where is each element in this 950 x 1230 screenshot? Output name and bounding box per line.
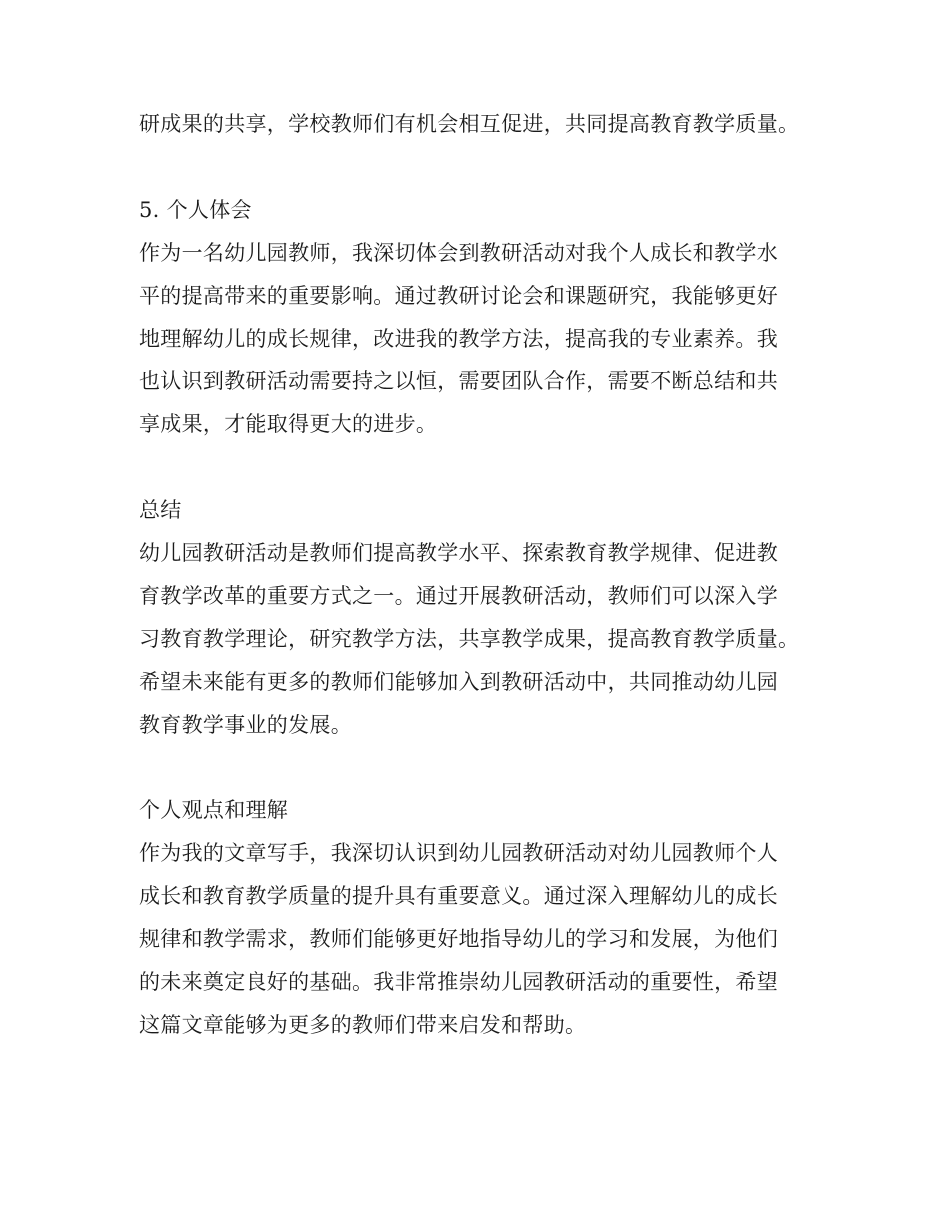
paragraph-line: 也认识到教研活动需要持之以恒，需要团队合作，需要不断总结和共 <box>139 369 778 393</box>
paragraph-line: 享成果，才能取得更大的进步。 <box>139 412 438 436</box>
paragraph-line: 地理解幼儿的成长规律，改进我的教学方法，提高我的专业素养。我 <box>139 327 778 351</box>
paragraph-line: 作为我的文章写手，我深切认识到幼儿园教研活动对幼儿园教师个人 <box>139 841 778 865</box>
paragraph-line: 规律和教学需求，教师们能够更好地指导幼儿的学习和发展，为他们 <box>139 927 778 951</box>
paragraph-line: 这篇文章能够为更多的教师们带来启发和帮助。 <box>139 1013 587 1037</box>
paragraph-line: 的未来奠定良好的基础。我非常推崇幼儿园教研活动的重要性，希望 <box>139 970 778 994</box>
paragraph-line: 习教育教学理论，研究教学方法，共享教学成果，提高教育教学质量。 <box>139 627 800 651</box>
paragraph-line: 教育教学事业的发展。 <box>139 713 352 737</box>
continuation-line: 研成果的共享，学校教师们有机会相互促进，共同提高教育教学质量。 <box>139 112 800 136</box>
paragraph-line: 成长和教育教学质量的提升具有重要意义。通过深入理解幼儿的成长 <box>139 884 778 908</box>
paragraph-line: 平的提高带来的重要影响。通过教研讨论会和课题研究，我能够更好 <box>139 284 778 308</box>
section-heading-personal-experience: 5. 个人体会 <box>139 198 252 222</box>
paragraph-line: 希望未来能有更多的教师们能够加入到教研活动中，共同推动幼儿园 <box>139 670 778 694</box>
paragraph-line: 幼儿园教研活动是教师们提高教学水平、探索教育教学规律、促进教 <box>139 541 778 565</box>
paragraph-line: 育教学改革的重要方式之一。通过开展教研活动，教师们可以深入学 <box>139 584 778 608</box>
paragraph-line: 作为一名幼儿园教师，我深切体会到教研活动对我个人成长和教学水 <box>139 241 778 265</box>
section-heading-summary: 总结 <box>139 498 182 522</box>
section-heading-personal-views: 个人观点和理解 <box>139 798 289 822</box>
